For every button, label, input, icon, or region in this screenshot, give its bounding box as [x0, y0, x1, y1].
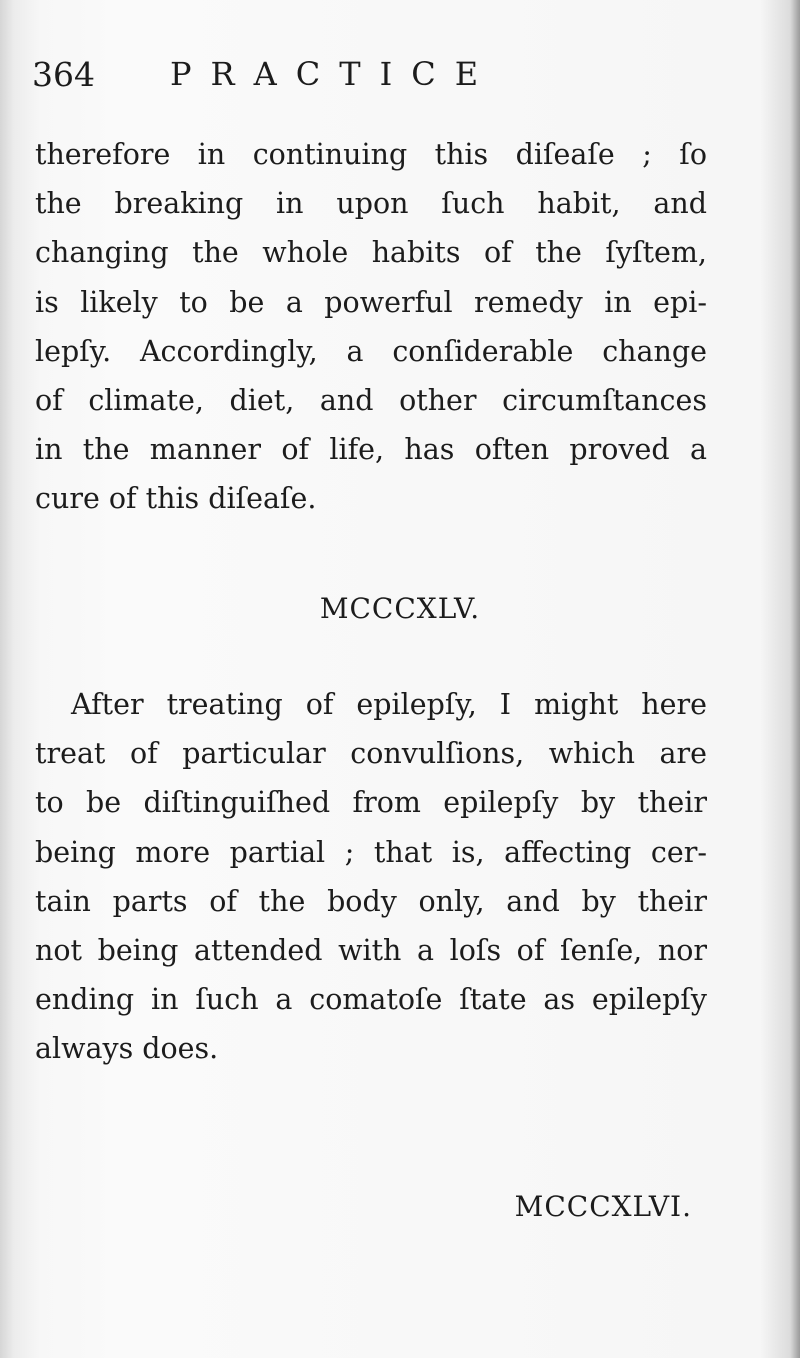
text-line: ending in ſuch a comatoſe ſtate as epilepſy	[35, 983, 707, 1017]
text-line: changing the whole habits of the ſyſtem,	[35, 236, 707, 270]
text-line: being more partial ; that is, affecting cer-	[35, 835, 707, 869]
text-line: in the manner of life, has often proved a	[35, 433, 707, 467]
text-line: therefore in continuing this diſeaſe ; ſo	[35, 138, 707, 171]
text-line: treat of particular convulſions, which are	[35, 737, 707, 771]
text-line: cure of this diſeaſe.	[35, 482, 317, 516]
text-line: the breaking in upon ſuch habit, and	[35, 187, 707, 221]
text-line: of climate, diet, and other circumſtances	[35, 383, 707, 417]
paragraph-1	[35, 130, 707, 524]
text-line: is likely to be a powerful remedy in epi-	[35, 285, 707, 319]
text-line: lepſy. Accordingly, a conſiderable change	[35, 334, 707, 368]
text-line: tain parts of the body only, and by their	[35, 884, 707, 918]
section-number: MCCCXLV.	[319, 592, 481, 625]
page-header	[32, 55, 732, 105]
catchword: MCCCXLVI.	[514, 1190, 692, 1223]
text-line: not being attended with a loſs of ſenſe, nor	[35, 933, 707, 967]
running-head: PRACTICE	[170, 55, 498, 93]
text-line: always does.	[35, 1032, 219, 1066]
text-line: to be diſtinguiſhed from epilepſy by their	[35, 786, 707, 820]
text-line: After treating of epilepſy, I might here	[71, 688, 707, 721]
paragraph-2	[35, 680, 707, 1074]
page-number: 364	[32, 55, 95, 94]
